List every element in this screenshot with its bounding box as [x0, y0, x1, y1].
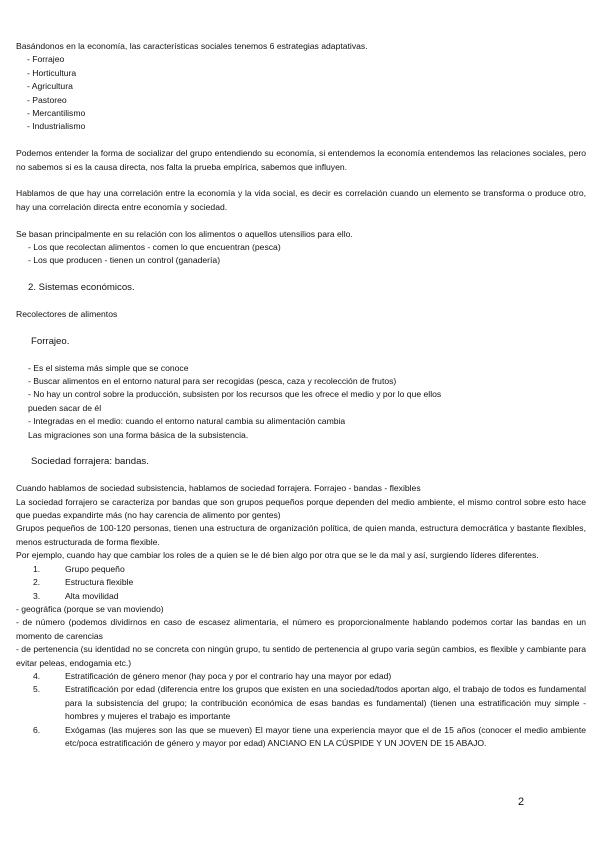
list-item: - Los que producen - tienen un control (ganadería) — [28, 255, 221, 266]
numbered-item — [16, 563, 586, 576]
numbered-item — [16, 724, 586, 751]
list-item: - Mercantilismo — [27, 108, 86, 119]
paragraph: Las migraciones son una forma básica de la subsistencia. — [28, 429, 249, 440]
list-item: - Forrajeo — [27, 54, 65, 65]
intro-text: Basándonos en la economía, las características sociales tenemos 6 estrategias adaptativas. — [16, 41, 368, 51]
paragraph: Podemos entender la forma de socializar del grupo entendiendo su economía, si entendemos la economía entendemos las relaciones sociales, pero no sabemos si es la causa directa, nos falta la prueba empírica, sabemos que influyen. — [16, 148, 586, 172]
document-page — [16, 40, 586, 750]
strategy-list — [16, 53, 586, 133]
list-item: - Industrialismo — [27, 121, 86, 132]
paragraph: Se basan principalmente en su relación con los alimentos o aquellos utensilios para ello. — [16, 228, 353, 239]
list-item: - Integradas en el medio: cuando el entorno natural cambia su alimentación cambia — [28, 416, 346, 427]
paragraph: Hablamos de que hay una correlación entre la economía y la vida social, es decir es correlación cuando un elemento se transforma o produce otro, hay una correlación directa entre economía y sociedad. — [16, 188, 586, 212]
section-heading: 2. Sistemas económicos. — [28, 282, 135, 294]
list-item: pueden sacar de él — [28, 402, 102, 413]
list-item: - Pastoreo — [27, 94, 67, 105]
list-item: - Agricultura — [27, 81, 73, 92]
item-number: 6. — [33, 724, 41, 735]
item-number: 4. — [33, 670, 41, 681]
list-item: - No hay un control sobre la producción, subsisten por los recursos que les ofrece el medio y por lo que ellos — [28, 389, 442, 400]
list-item: - geográfica (porque se van moviendo) — [16, 603, 164, 614]
paragraph: Cuando hablamos de sociedad subsistencia, hablamos de sociedad forrajera. Forrajeo - bandas - flexibles — [16, 483, 421, 494]
paragraph: Grupos pequeños de 100-120 personas, tienen una estructura de organización política, de quien manda, estructura democrática y bastante flexibles, menos estructurada de forma flexible. — [16, 523, 586, 547]
item-text: Alta movilidad — [65, 590, 119, 601]
list-item: - de número (podemos dividirnos en caso de escasez alimentaria, el número es proporcionalmente hablando podemos cortar las bandas en un momento de carencias — [16, 617, 586, 641]
list-item: - Es el sistema más simple que se conoce — [28, 362, 189, 373]
numbered-item — [16, 683, 586, 723]
item-number: 2. — [33, 577, 41, 588]
subheading: Sociedad forrajera: bandas. — [31, 456, 149, 468]
numbered-item — [16, 590, 586, 603]
page-number: 2 — [518, 796, 525, 808]
item-number: 5. — [33, 684, 41, 695]
list-item: - de pertenencia (su identidad no se concreta con ningún grupo, tu sentido de pertenencia al grupo varia según cambios, es flexible y cambiante para evitar peleas, endogamia etc.) — [16, 644, 586, 668]
paragraph: Por ejemplo, cuando hay que cambiar los roles de a quien se le dé bien algo por otra que se le da mal y así, surgiendo líderes diferentes. — [16, 550, 539, 561]
numbered-item — [16, 670, 586, 683]
subheading: Forrajeo. — [31, 335, 70, 347]
subheading: Recolectores de alimentos — [16, 309, 118, 320]
paragraph: La sociedad forrajero se caracteriza por bandas que son grupos pequeños porque dependen del medio ambiente, el mismo control sobre esto hace que puedas expandirte más (no hay carencia de alimento por gentes) — [16, 496, 586, 521]
item-text: Exógamas (las mujeres son las que se mueven) El mayor tiene una experiencia mayor que el de 15 años (conocer el medio ambiente etc/poca estratificación de género y mayor por edad) ANCIANO EN LA CÚSPIDE Y UN JOVEN DE 15 ABAJO. — [65, 724, 586, 748]
item-text: Estratificación de género menor (hay poca y por el contrario hay una mayor por edad) — [65, 670, 392, 681]
list-item: - Buscar alimentos en el entorno natural para ser recogidas (pesca, caza y recolección de frutos) — [28, 376, 397, 387]
item-text: Estratificación por edad (diferencia entre los grupos que existen en una sociedad/todos aportan algo, el trabajo de todos es fundamental para la subsistencia del grupo; la contribución económica de esas bandas es fundamental) (tienen una estratificación muy simple - hombres y mujeres el trabajo es importante — [65, 684, 586, 722]
list-item: - Horticultura — [27, 67, 77, 78]
item-text: Estructura flexible — [65, 577, 134, 588]
list-item: - Los que recolectan alimentos - comen lo que encuentran (pesca) — [28, 242, 281, 253]
item-number: 1. — [33, 563, 41, 574]
numbered-item — [16, 576, 586, 589]
item-text: Grupo pequeño — [65, 563, 125, 574]
item-number: 3. — [33, 590, 41, 601]
